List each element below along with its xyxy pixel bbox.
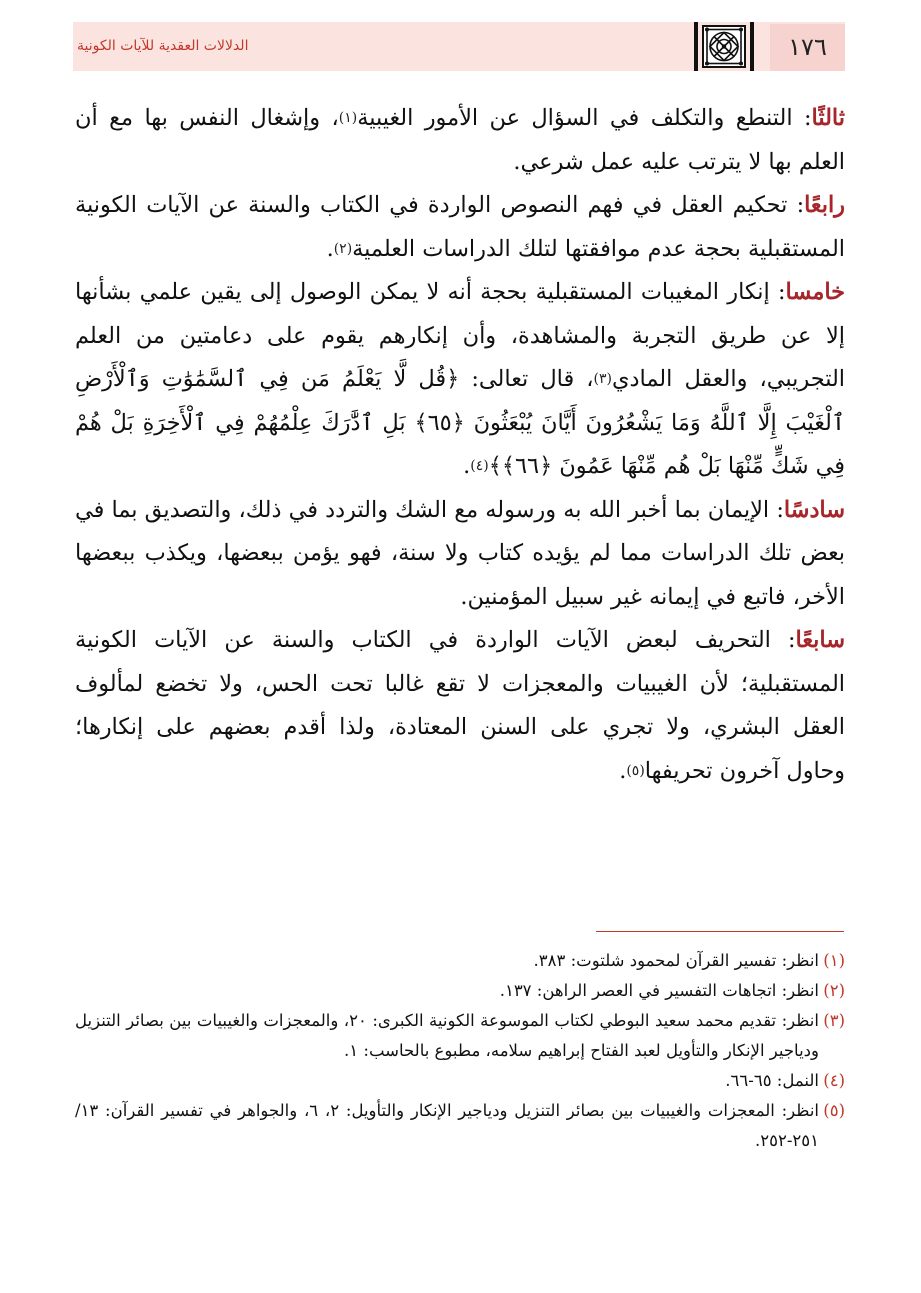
footnote-number: (٤) [823,1071,845,1090]
footnote-ref[interactable]: (٤) [470,458,489,474]
paragraph-lead: ثالثًا [811,105,845,131]
footnote-number: (٢) [823,981,845,1000]
footnotes [75,946,845,1156]
paragraph-sixth [75,489,845,620]
paragraph-tail: . [326,235,334,262]
paragraph-tail: ، قال تعالى: ﴿قُل لَّا يَعْلَمُ مَن فِي ٱلسَّمَٰوَٰتِ وَٱلْأَرْضِ ٱلْغَيْبَ إِلَّا ٱللَّهُ وَمَا يَشْعُرُونَ أَيَّانَ يُبْعَثُونَ ﴿٦٥﴾ بَلِ ٱدَّٰرَكَ عِلْمُهُمْ فِي ٱلْأَخِرَةِ بَلْ هُمْ فِي شَكٍّ مِّنْهَا بَلْ هُم مِّنْهَا عَمُونَ ﴿٦٦﴾﴾ [75,366,845,479]
page-number: ١٧٦ [770,24,845,71]
paragraph-lead: خامسا [785,279,845,305]
footnote-number: (٥) [823,1101,845,1120]
footnote-text: انظر: تقديم محمد سعيد البوطي لكتاب الموسوعة الكونية الكبرى: ٢٠، والمعجزات والغيبيات بين بصائر التنزيل ودياجير الإنكار والتأويل لعبد الفتاح إبراهيم سلامه، مطبوع بالحاسب: ١. [75,1011,819,1060]
footnote-ref[interactable]: (٥) [626,762,645,779]
paragraph-lead: رابعًا [804,192,845,218]
paragraph-lead: سادسًا [783,496,845,523]
footnote-item [75,1096,845,1156]
footnote-text: انظر: اتجاهات التفسير في العصر الراهن: ١٣٧. [499,981,819,1000]
paragraph-tail: . [463,453,471,479]
paragraph-text: : تحكيم العقل في فهم النصوص الواردة في الكتاب والسنة عن الآيات الكونية المستقبلية بحجة عدم موافقتها لتلك الدراسات العلمية [75,192,845,262]
paragraph-text: : إنكار المغيبات المستقبلية بحجة أنه لا يمكن الوصول إلى يقين علمي بشأنها إلا عن طريق التجربة والمشاهدة، وأن إنكارهم يقوم على دعامتين من العلم التجريبي، والعقل المادي [75,279,846,392]
ornament-icon [694,22,754,71]
footnote-text: انظر: المعجزات والغيبيات بين بصائر التنزيل ودياجير الإنكار والتأويل: ٢، ٦، والجواهر في تفسير القرآن: ١٣/ ٢٥١-٢٥٢. [75,1101,819,1150]
paragraph-third [75,97,845,184]
paragraph-tail: . [619,757,627,784]
main-text [75,97,845,793]
running-title: الدلالات العقدية للآيات الكونية [77,38,249,54]
footnote-ref[interactable]: (٣) [593,371,612,387]
footnote-ref[interactable]: (٢) [333,240,353,257]
page-header [75,22,845,72]
footnote-item [75,1006,845,1066]
footnote-item [75,1066,845,1096]
paragraph-fifth [75,271,845,489]
footnote-item [75,976,845,1006]
footnote-number: (١) [823,951,845,970]
paragraph-text: : التنطع والتكلف في السؤال عن الأمور الغيبية [357,105,812,131]
footnote-text: النمل: ٦٥-٦٦. [725,1071,819,1090]
paragraph-lead: سابعًا [795,627,845,653]
footnote-text: انظر: تفسير القرآن لمحمود شلتوت: ٣٨٣. [533,951,819,970]
footnote-ref[interactable]: (١) [338,110,358,126]
footnote-divider [596,931,844,932]
footnote-item [75,946,845,976]
paragraph-text: : الإيمان بما أخبر الله به ورسوله مع الشك والتردد في ذلك، والتصديق بما في بعض تلك الدراسات مما لم يؤيده كتاب ولا سنة، فهو يؤمن ببعضها، ويكذب ببعضها الأخر، فاتبع في إيمانه غير سبيل المؤمنين. [75,496,845,610]
paragraph-text: : التحريف لبعض الآيات الواردة في الكتاب والسنة عن الآيات الكونية المستقبلية؛ لأن الغيبيات والمعجزات لا تقع غالبا تحت الحس، ولا تخضع لمألوف العقل البشري، ولا تجري على السنن المعتادة، ولذا أقدم بعضهم على إنكارها؛ وحاول آخرون تحريفها [75,627,845,784]
paragraph-fourth [75,184,845,271]
paragraph-tail: ، وإشغال النفس بها مع أن العلم بها لا يترتب عليه عمل شرعي. [75,105,845,175]
paragraph-seventh [75,619,845,793]
footnote-number: (٣) [823,1011,845,1030]
